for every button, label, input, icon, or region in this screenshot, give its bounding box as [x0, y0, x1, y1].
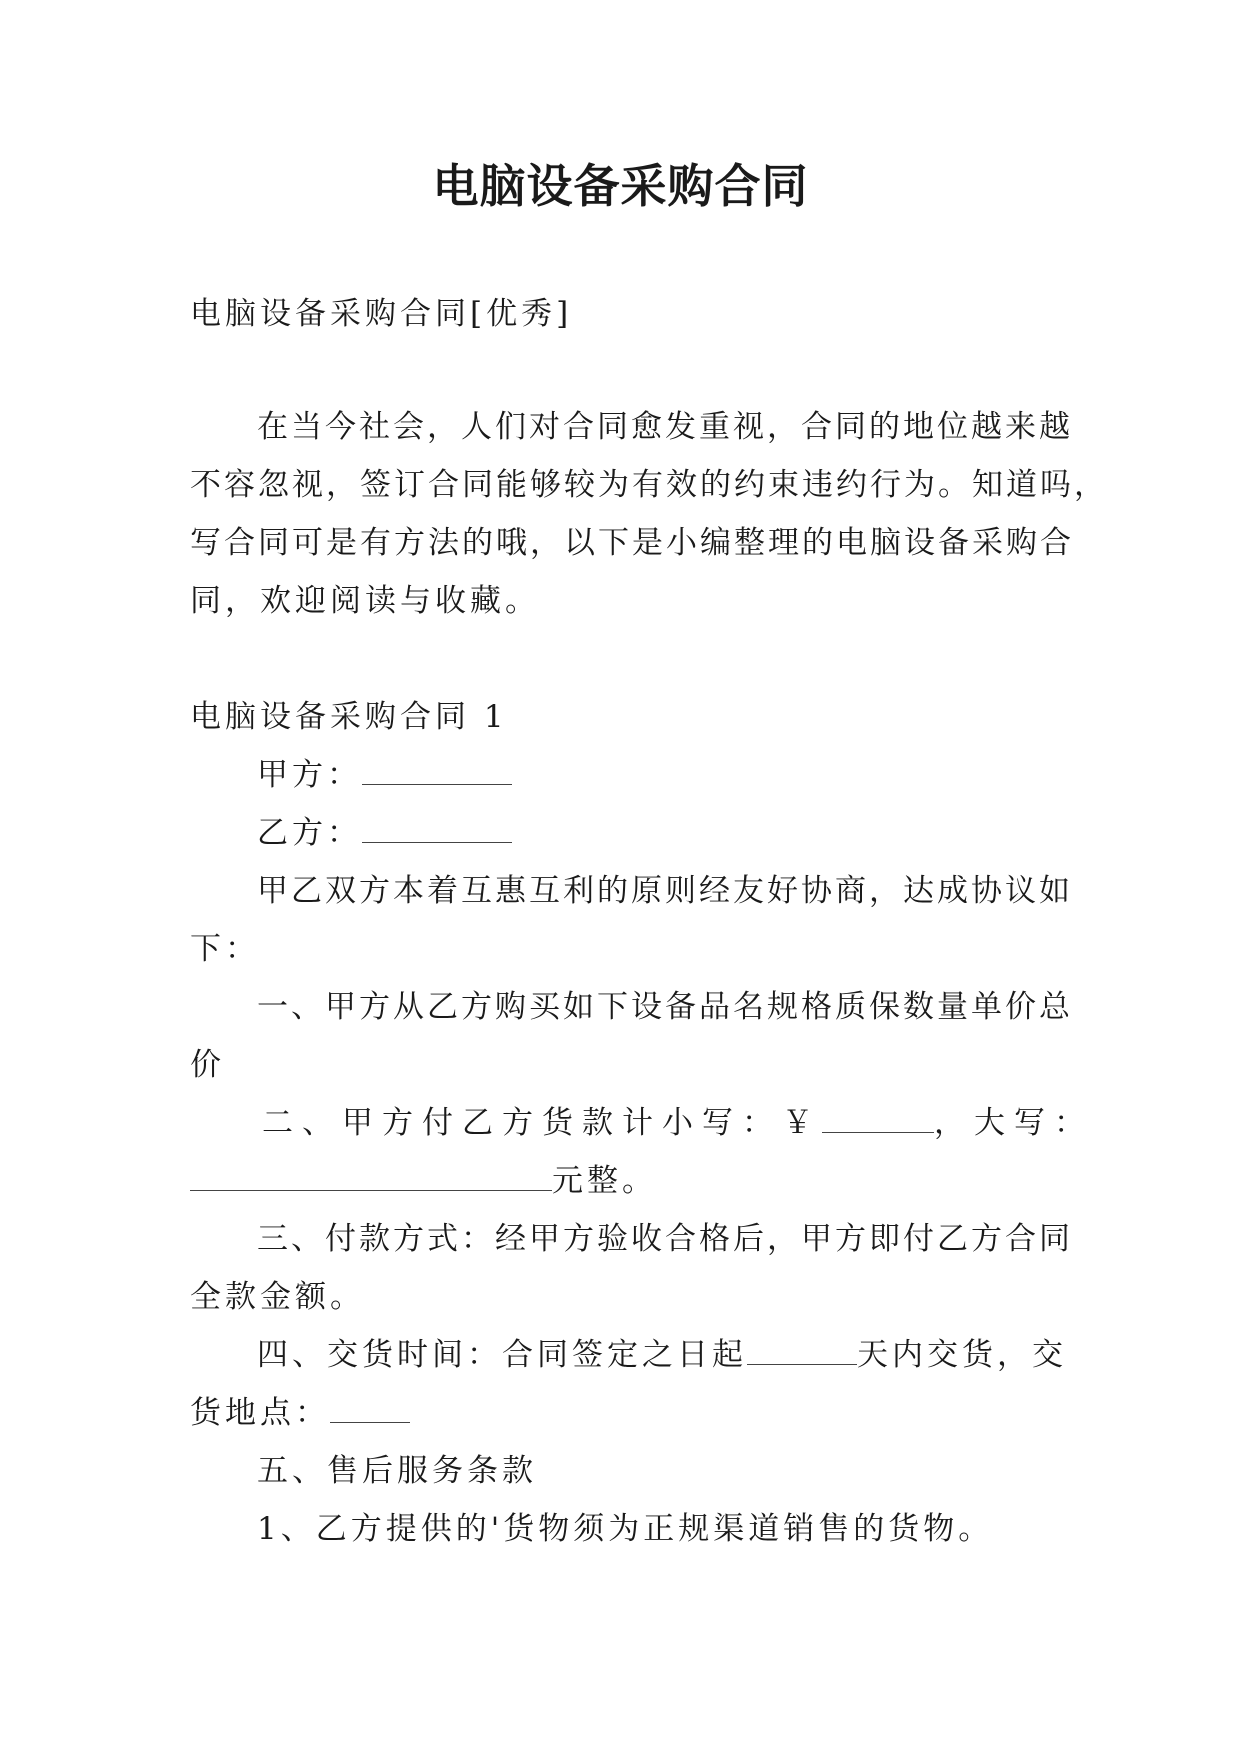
clause-2-amount-blank	[822, 1104, 934, 1133]
clause-4-text-b: 天内交货，交	[857, 1337, 1067, 1373]
clause-2-text-b: ，大写：	[934, 1105, 1094, 1141]
intro-line-1: 在当今社会，人们对合同愈发重视，合同的地位越来越	[257, 409, 1073, 445]
clause-1-line-1: 一、甲方从乙方购买如下设备品名规格质保数量单价总	[257, 989, 1073, 1025]
clause-5-heading: 五、售后服务条款	[257, 1453, 537, 1489]
intro-line-2: 不容忽视，签订合同能够较为有效的约束违约行为。知道吗，	[190, 467, 1108, 503]
clause-1-line-2: 价	[190, 1047, 225, 1083]
document-title: 电脑设备采购合同	[432, 159, 809, 213]
clause-2-text-c: 元整。	[552, 1163, 657, 1199]
party-a-label: 甲方：	[257, 757, 362, 793]
clause-4-place-blank	[330, 1394, 410, 1423]
party-b-line	[257, 813, 512, 853]
party-a-line	[257, 755, 512, 795]
clause-4-line-2	[190, 1393, 410, 1433]
clause-2-line-2	[190, 1161, 657, 1201]
party-b-blank	[362, 814, 512, 843]
document-subtitle: 电脑设备采购合同[优秀]	[190, 296, 573, 332]
clause-4-line-1	[257, 1335, 1067, 1375]
clause-2-text-a: 二、甲方付乙方货款计小写：￥	[262, 1105, 822, 1141]
intro-line-4: 同，欢迎阅读与收藏。	[190, 583, 540, 619]
clause-3-line-1: 三、付款方式：经甲方验收合格后，甲方即付乙方合同	[257, 1221, 1073, 1257]
clause-2-words-blank	[190, 1162, 552, 1191]
party-a-blank	[362, 756, 512, 785]
clause-5-item-1: 1、乙方提供的'货物须为正规渠道销售的货物。	[257, 1511, 994, 1547]
agreement-line-1: 甲乙双方本着互惠互利的原则经友好协商，达成协议如	[257, 873, 1073, 909]
clause-4-days-blank	[747, 1336, 857, 1365]
party-b-label: 乙方：	[257, 815, 362, 851]
clause-3-line-2: 全款金额。	[190, 1279, 365, 1315]
agreement-line-2: 下：	[190, 931, 260, 967]
section-heading: 电脑设备采购合同 1	[190, 699, 508, 735]
clause-4-text-a: 四、交货时间：合同签定之日起	[257, 1337, 747, 1373]
clause-2-line-1	[262, 1103, 1094, 1143]
intro-line-3: 写合同可是有方法的哦，以下是小编整理的电脑设备采购合	[190, 525, 1074, 561]
clause-4-text-c: 货地点：	[190, 1395, 330, 1431]
